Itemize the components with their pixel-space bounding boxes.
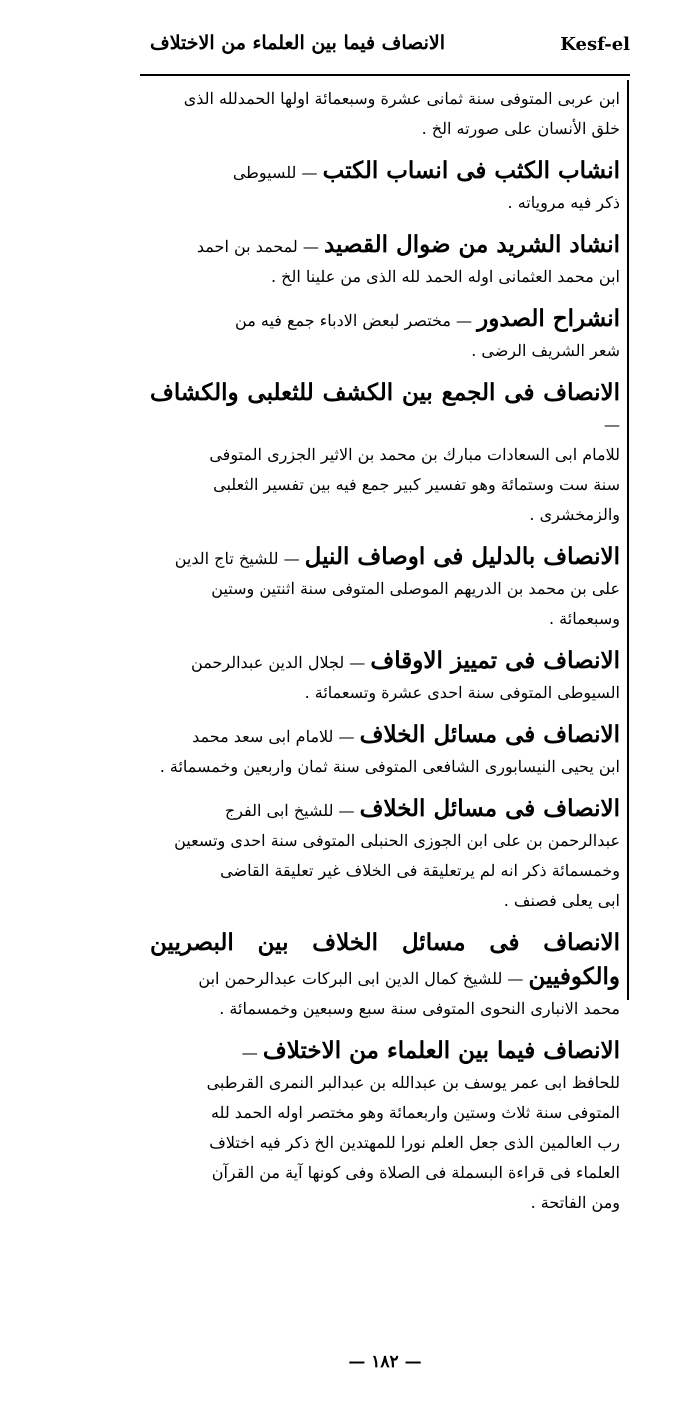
separator: — — [301, 163, 318, 182]
entry-line: ابن محمد العثمانى اوله الحمد لله الذى من علينا الخ . — [270, 267, 620, 286]
entry — [150, 302, 620, 366]
entry-line: ابن عربى المتوفى سنة ثمانى عشرة وسبعمائة اولها الحمدلله الذى — [183, 89, 620, 108]
entry-line: المتوفى سنة ثلاث وستين واربعمائة وهو مختصر اوله الحمد لله — [210, 1103, 620, 1122]
entry-author: للشيخ تاج الدين — [174, 549, 279, 568]
entry-headword: الانصاف بالدليل فى اوصاف النيل — [304, 543, 620, 570]
entry — [150, 376, 620, 530]
entry — [150, 718, 620, 782]
entries-column — [150, 84, 620, 1228]
entry-headword: الانصاف فى مسائل الخلاف بين البصريين والكوفيين — [150, 929, 620, 990]
entry-line: رب العالمين الذى جعل العلم نورا للمهتدين الخ ذكر فيه اختلاف — [209, 1133, 620, 1152]
entry — [150, 644, 620, 708]
entry-headword: انشراح الصدور — [477, 305, 620, 332]
entry-line: للامام ابى السعادات مبارك بن محمد بن الاثير الجزرى المتوفى — [209, 445, 620, 464]
entry-author: للشيخ ابى الفرج — [224, 801, 334, 820]
entry — [150, 926, 620, 1024]
entry-line: شعر الشريف الرضى . — [471, 341, 620, 360]
page-number: — ١٨٢ — — [348, 1352, 422, 1372]
entry-headword: الانصاف فى مسائل الخلاف — [359, 795, 620, 822]
entry-line: محمد الانبارى النحوى المتوفى سنة سبع وسبعين وخمسمائة . — [219, 999, 620, 1018]
entry-line: وسبعمائة . — [548, 609, 620, 628]
entry — [150, 540, 620, 634]
separator: — — [349, 653, 366, 672]
header-latin-title: Kesf-el — [560, 34, 630, 55]
entry-author: لمحمد بن احمد — [196, 237, 298, 256]
separator: — — [456, 311, 473, 330]
entry-headword: الانصاف فى مسائل الخلاف — [359, 721, 620, 748]
separator: — — [302, 237, 319, 256]
entry-line: وخمسمائة ذكر انه لم يرتعليقة فى الخلاف غير تعليقة القاضى — [220, 861, 620, 880]
entry-headword: انشاد الشريد من ضوال القصيد — [323, 231, 620, 258]
header-rule — [140, 74, 630, 76]
entry-line: خلق الأنسان على صورته الخ . — [421, 119, 620, 138]
separator: — — [241, 1043, 258, 1062]
entry-headword: الانصاف فى تمييز الاوقاف — [370, 647, 620, 674]
entry-line: العلماء فى قراءة البسملة فى الصلاة وفى كونها آية من القرآن — [211, 1163, 620, 1182]
margin-rule — [627, 80, 629, 1000]
separator: — — [338, 727, 355, 746]
separator: — — [507, 969, 524, 988]
entry-author: للامام ابى سعد محمد — [192, 727, 334, 746]
header-title: الانصاف فيما بين العلماء من الاختلاف — [150, 32, 446, 54]
entry-headword: الانصاف فيما بين العلماء من الاختلاف — [262, 1037, 620, 1064]
entry-author: للسيوطى — [232, 163, 297, 182]
separator: — — [604, 415, 620, 434]
entry — [150, 1034, 620, 1218]
entry-author: للشيخ كمال الدين ابى البركات عبدالرحمن ابن — [198, 969, 503, 988]
entry-line: للحافظ ابى عمر يوسف بن عبدالله بن عبدالبر النمرى القرطبى — [206, 1073, 620, 1092]
entry-line: ذكر فيه مروياته . — [507, 193, 620, 212]
entry-headword: الانصاف فى الجمع بين الكشف للثعلبى والكشاف — [150, 379, 620, 406]
entry — [150, 228, 620, 292]
separator: — — [283, 549, 300, 568]
entry-headword: انشاب الكثب فى انساب الكتب — [322, 157, 620, 184]
entry — [150, 154, 620, 218]
entry-line: ابى يعلى فصنف . — [503, 891, 620, 910]
entry — [150, 792, 620, 916]
entry-line: والزمخشرى . — [529, 505, 620, 524]
entry-author: لجلال الدين عبدالرحمن — [191, 653, 345, 672]
entry-line: سنة ست وستمائة وهو تفسير كبير جمع فيه بين تفسير الثعلبى — [213, 475, 620, 494]
entry-line: السيوطى المتوفى سنة احدى عشرة وتسعمائة . — [304, 683, 620, 702]
separator: — — [338, 801, 355, 820]
entry-line: عبدالرحمن بن على ابن الجوزى الحنبلى المتوفى سنة احدى وتسعين — [174, 831, 620, 850]
entry-line: ابن يحيى النيسابورى الشافعى المتوفى سنة ثمان واربعين وخمسمائة . — [159, 757, 620, 776]
entry-line: على بن محمد بن الدريهم الموصلى المتوفى سنة اثنتين وستين — [211, 579, 620, 598]
entry-line: ومن الفاتحة . — [530, 1193, 620, 1212]
entry — [150, 84, 620, 144]
entry-author: مختصر لبعض الادباء جمع فيه من — [235, 311, 451, 330]
running-header — [110, 30, 630, 70]
